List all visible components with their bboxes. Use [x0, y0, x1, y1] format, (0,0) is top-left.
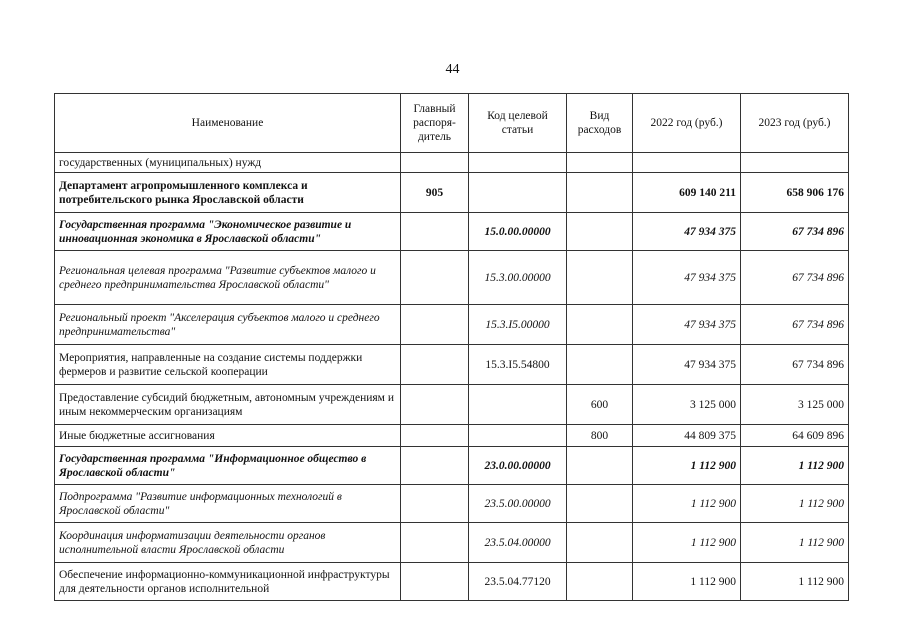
cell-dept: 905 — [401, 173, 469, 213]
cell-2023: 1 112 900 — [741, 485, 849, 523]
table-row — [55, 173, 849, 213]
cell-name: Координация информатизации деятельности органов исполнительной власти Ярославской области — [55, 523, 401, 563]
cell-expense-type — [567, 251, 633, 305]
cell-2023: 3 125 000 — [741, 385, 849, 425]
column-header-expense-type: Вид расходов — [567, 94, 633, 153]
column-header-2023: 2023 год (руб.) — [741, 94, 849, 153]
table-row — [55, 385, 849, 425]
cell-expense-type — [567, 213, 633, 251]
column-header-dept: Главный распоря-дитель — [401, 94, 469, 153]
table-row — [55, 523, 849, 563]
cell-2022: 1 112 900 — [633, 485, 741, 523]
cell-2022: 47 934 375 — [633, 305, 741, 345]
cell-expense-type — [567, 523, 633, 563]
table-row — [55, 447, 849, 485]
cell-dept — [401, 425, 469, 447]
cell-code: 23.5.00.00000 — [469, 485, 567, 523]
cell-2023 — [741, 153, 849, 173]
cell-code: 15.3.00.00000 — [469, 251, 567, 305]
cell-name: Обеспечение информационно-коммуникационной инфраструктуры для деятельности органов исполнительной — [55, 563, 401, 601]
cell-expense-type: 600 — [567, 385, 633, 425]
cell-code: 23.0.00.00000 — [469, 447, 567, 485]
table-row — [55, 485, 849, 523]
cell-2022: 47 934 375 — [633, 251, 741, 305]
cell-name: Предоставление субсидий бюджетным, автономным учреждениям и иным некоммерческим организациям — [55, 385, 401, 425]
table-row — [55, 213, 849, 251]
cell-dept — [401, 251, 469, 305]
cell-name: Государственная программа "Информационное общество в Ярославской области" — [55, 447, 401, 485]
budget-table — [54, 93, 849, 601]
cell-dept — [401, 485, 469, 523]
cell-2022: 1 112 900 — [633, 563, 741, 601]
cell-expense-type — [567, 305, 633, 345]
cell-dept — [401, 345, 469, 385]
cell-code: 23.5.04.00000 — [469, 523, 567, 563]
cell-code — [469, 385, 567, 425]
cell-expense-type — [567, 345, 633, 385]
table-row — [55, 251, 849, 305]
cell-code — [469, 173, 567, 213]
cell-expense-type — [567, 563, 633, 601]
cell-name: Региональная целевая программа "Развитие субъектов малого и среднего предпринимательства Ярославской области" — [55, 251, 401, 305]
column-header-code: Код целевой статьи — [469, 94, 567, 153]
cell-2022 — [633, 153, 741, 173]
cell-dept — [401, 447, 469, 485]
cell-expense-type — [567, 173, 633, 213]
cell-2023: 658 906 176 — [741, 173, 849, 213]
cell-expense-type: 800 — [567, 425, 633, 447]
cell-name: Подпрограмма "Развитие информационных технологий в Ярославской области" — [55, 485, 401, 523]
cell-2022: 47 934 375 — [633, 345, 741, 385]
cell-name: Региональный проект "Акселерация субъектов малого и среднего предпринимательства" — [55, 305, 401, 345]
cell-code — [469, 153, 567, 173]
cell-code: 15.0.00.00000 — [469, 213, 567, 251]
cell-2023: 67 734 896 — [741, 305, 849, 345]
cell-dept — [401, 305, 469, 345]
cell-name: Государственная программа "Экономическое развитие и инновационная экономика в Ярославской области" — [55, 213, 401, 251]
table-row — [55, 425, 849, 447]
page-number: 44 — [445, 62, 460, 77]
cell-expense-type — [567, 485, 633, 523]
cell-2023: 67 734 896 — [741, 345, 849, 385]
cell-code: 15.3.I5.54800 — [469, 345, 567, 385]
cell-2022: 1 112 900 — [633, 447, 741, 485]
cell-code — [469, 425, 567, 447]
cell-expense-type — [567, 447, 633, 485]
table-row — [55, 345, 849, 385]
cell-code: 23.5.04.77120 — [469, 563, 567, 601]
cell-2022: 1 112 900 — [633, 523, 741, 563]
cell-2023: 1 112 900 — [741, 523, 849, 563]
cell-2023: 67 734 896 — [741, 213, 849, 251]
cell-dept — [401, 213, 469, 251]
cell-dept — [401, 523, 469, 563]
cell-expense-type — [567, 153, 633, 173]
cell-2022: 44 809 375 — [633, 425, 741, 447]
cell-2022: 47 934 375 — [633, 213, 741, 251]
cell-2023: 1 112 900 — [741, 447, 849, 485]
cell-name: Департамент агропромышленного комплекса и потребительского рынка Ярославской области — [55, 173, 401, 213]
column-header-2022: 2022 год (руб.) — [633, 94, 741, 153]
table-header-row — [55, 94, 849, 153]
table-row — [55, 563, 849, 601]
table-row — [55, 153, 849, 173]
table-row — [55, 305, 849, 345]
cell-code: 15.3.I5.00000 — [469, 305, 567, 345]
cell-2023: 67 734 896 — [741, 251, 849, 305]
cell-2023: 64 609 896 — [741, 425, 849, 447]
cell-2023: 1 112 900 — [741, 563, 849, 601]
cell-name: Иные бюджетные ассигнования — [55, 425, 401, 447]
cell-name: Мероприятия, направленные на создание системы поддержки фермеров и развитие сельской кооперации — [55, 345, 401, 385]
cell-dept — [401, 563, 469, 601]
cell-dept — [401, 153, 469, 173]
cell-2022: 3 125 000 — [633, 385, 741, 425]
cell-2022: 609 140 211 — [633, 173, 741, 213]
column-header-name: Наименование — [55, 94, 401, 153]
cell-name: государственных (муниципальных) нужд — [55, 153, 401, 173]
cell-dept — [401, 385, 469, 425]
